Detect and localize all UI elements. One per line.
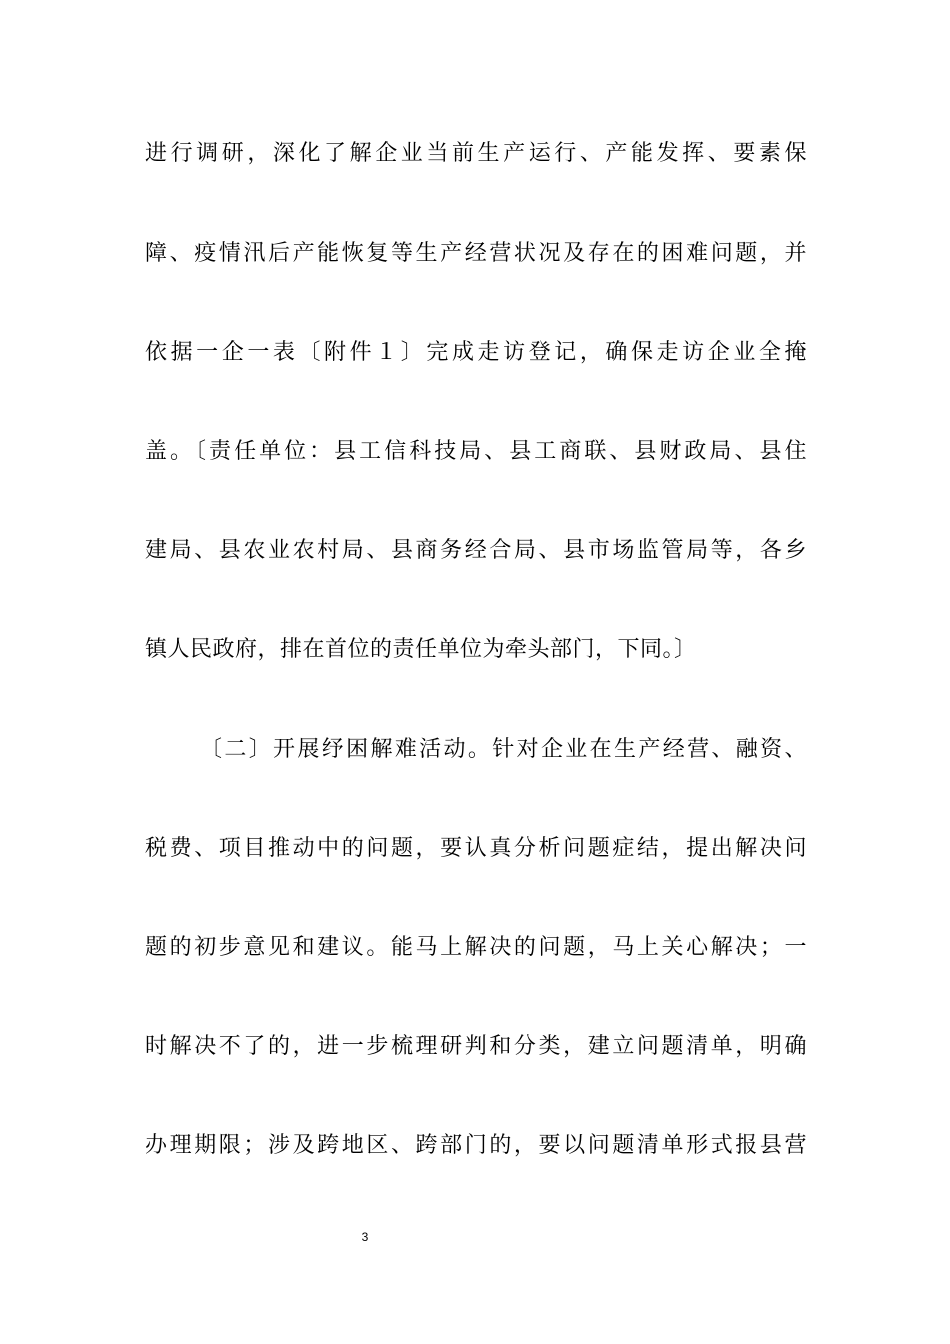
text-line-10: 时解决不了的，进一步梳理研判和分类，建立问题清单，明确 bbox=[145, 1034, 807, 1059]
text-line-2: 障、疫情汛后产能恢复等生产经营状况及存在的困难问题，并 bbox=[145, 241, 807, 266]
text-line-11: 办理期限；涉及跨地区、跨部门的，要以问题清单形式报县营 bbox=[145, 1133, 807, 1158]
text-line-6: 镇人民政府，排在首位的责任单位为牵头部门，下同。〕 bbox=[145, 637, 697, 662]
text-line-8: 税费、项目推动中的问题，要认真分析问题症结，提出解决问 bbox=[145, 836, 807, 861]
text-line-5: 建局、县农业农村局、县商务经合局、县市场监管局等，各乡 bbox=[145, 538, 807, 563]
text-line-4: 盖。〔责任单位：县工信科技局、县工商联、县财政局、县住 bbox=[145, 439, 807, 464]
text-line-9: 题的初步意见和建议。能马上解决的问题，马上关心解决；一 bbox=[145, 935, 807, 960]
text-line-3: 依据一企一表〔附件１〕完成走访登记，确保走访企业全掩 bbox=[145, 340, 807, 365]
section-heading-line: 〔二〕开展纾困解难活动。针对企业在生产经营、融资、 bbox=[200, 737, 807, 762]
page-number: 3 bbox=[361, 1230, 369, 1244]
text-line-1: 进行调研，深化了解企业当前生产运行、产能发挥、要素保 bbox=[145, 141, 807, 166]
